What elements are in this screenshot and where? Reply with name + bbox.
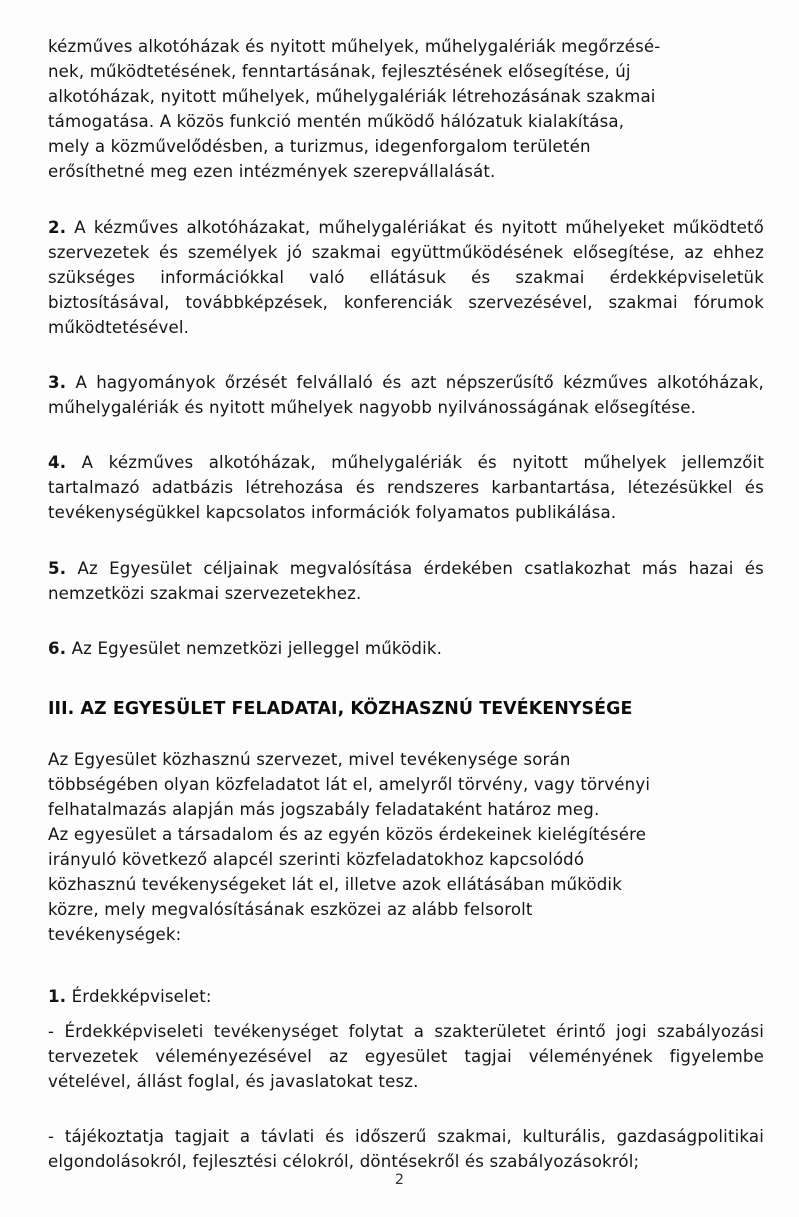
block-spacer [48,671,764,697]
clause-text: A kézműves alkotóházakat, műhelygalériákat és nyitott műhelyeket működtető szervezetek és személyek jó szakmai együttműködésének elősegítése, az ehhez szükséges információkkal való ellátásuk és szakmai érdekképviseletük biztosításával, továbbképzések, konferenciák szervezésével, szakmai fórumok működtetésével. [48,217,764,337]
paragraph-line: erősíthetné meg ezen intézmények szerepvállalását. [48,162,496,182]
clause-text: Az Egyesület céljainak megvalósítása érdekében csatlakozhat más hazai és nemzetközi szakmai szervezetekhez. [48,558,764,603]
section-intro-paragraph [48,747,764,948]
clause-3 [48,370,764,420]
continued-paragraph [48,34,764,185]
paragraph-line: kézműves alkotóházak és nyitott műhelyek, műhelygalériák megőrzésé- [48,37,661,56]
paragraph-line: Az egyesület a társadalom és az egyén közös érdekeinek kielégítésére [48,825,647,845]
paragraph-line: irányuló következő alapcél szerinti közfeladatokhoz kapcsolódó [48,850,585,870]
paragraph-line: felhatalmazás alapján más jogszabály feladataként határoz meg. [48,799,600,819]
paragraph-line: Az Egyesület közhasznú szervezet, mivel tevékenysége során [48,749,571,769]
paragraph-line: alkotóházak, nyitott műhelyek, műhelygalériák létrehozásának szakmai [48,87,656,107]
page-content [48,34,764,1184]
task-1-title [48,984,764,1009]
paragraph-line: nek, működtetésének, fenntartásának, fejlesztésének elősegítése, új [48,62,631,82]
page-number: 2 [395,1172,404,1188]
task-number: 1. [48,986,67,1006]
paragraph-line: támogatása. A közös funkció mentén működő hálózatuk kialakítása, [48,112,625,132]
clause-number: 4. [48,453,67,473]
paragraph-line: közhasznú tevékenységeket lát el, illetve azok ellátásában működik [48,875,622,895]
task-title-text: Érdekképviselet: [71,986,212,1006]
clause-number: 6. [48,638,67,658]
clause-number: 5. [48,558,67,578]
block-spacer [48,616,764,636]
task-1-item-1: - Érdekképviseleti tevékenységet folytat a szakterületet érintő jogi szabályozási tervezetek véleményezésével az egyesület tagjai véleményének figyelembe vételével, állást foglal, és javaslatokat tesz. [48,1021,764,1091]
clause-text: A kézműves alkotóházak, műhelygalériák és nyitott műhelyek jellemzőit tartalmazó adatbázis létrehozása és rendszeres karbantartása, létezésükkel és tevékenységükkel kapcsolatos információk folyamatos publikálása. [48,453,764,523]
clause-2 [48,215,764,340]
section-heading-iii: III. AZ EGYESÜLET FELADATAI, KÖZHASZNÚ TEVÉKENYSÉGE [48,698,633,719]
task-1-item-2: - tájékoztatja tagjait a távlati és időszerű szakmai, kulturális, gazdaságpolitikai elgondolásokról, fejlesztési célokról, döntésekről és szabályozásokról; [48,1126,764,1171]
block-spacer [48,350,764,370]
paragraph-line: mely a közművelődésben, a turizmus, idegenforgalom területén [48,137,591,157]
block-spacer [48,430,764,450]
clause-5 [48,556,764,606]
clause-text: A hagyományok őrzését felvállaló és azt népszerűsítő kézműves alkotóházak, műhelygalériák és nyitott műhelyek nagyobb nyilvánosságának elősegítése. [48,373,764,418]
clause-number: 2. [48,217,67,237]
paragraph-line: többségében olyan közfeladatot lát el, amelyről törvény, vagy törvényi [48,774,651,794]
block-spacer [48,195,764,215]
clause-4 [48,450,764,525]
clause-text: Az Egyesület nemzetközi jelleggel működik. [71,638,443,658]
clause-number: 3. [48,373,67,393]
paragraph-line: közre, mely megvalósításának eszközei az alább felsorolt [48,900,533,920]
block-spacer [48,1104,764,1124]
block-spacer [48,958,764,984]
clause-6 [48,636,764,661]
block-spacer [48,721,764,747]
block-spacer [48,536,764,556]
paragraph-line: tevékenységek: [48,925,182,945]
